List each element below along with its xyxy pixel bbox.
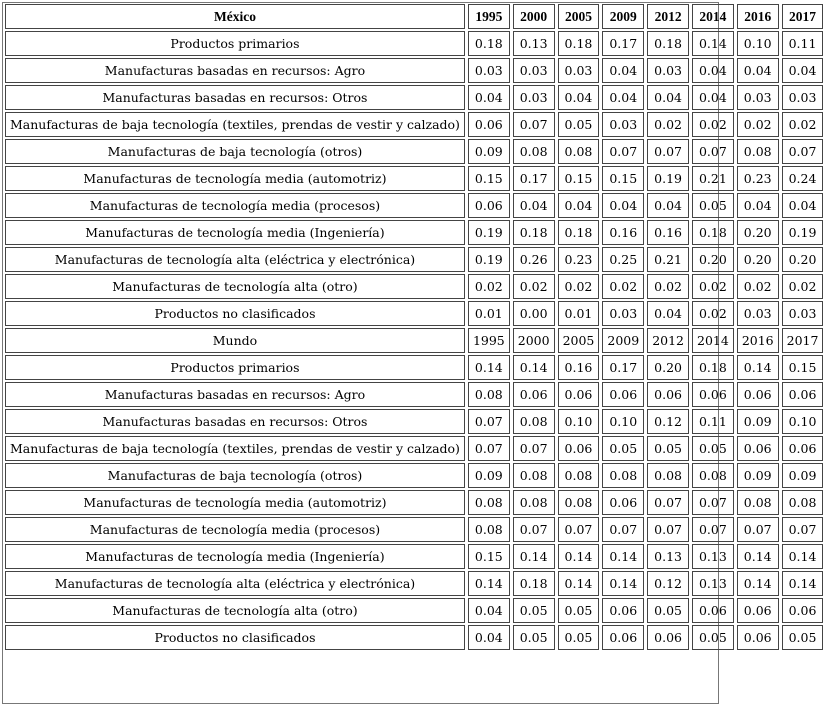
value-cell: 0.08 [558,490,600,515]
value-cell: 0.12 [647,409,689,434]
category-label: Manufacturas de baja tecnología (otros) [5,139,465,164]
value-cell: 0.05 [647,436,689,461]
value-cell: 0.04 [602,193,644,218]
value-cell: 0.14 [513,355,555,380]
value-cell: 0.15 [602,166,644,191]
value-cell: 0.07 [468,436,510,461]
value-cell: 0.04 [513,193,555,218]
value-cell: 0.11 [692,409,734,434]
category-label: Manufacturas de tecnología media (procesos) [5,517,465,542]
value-cell: 0.14 [558,544,600,569]
year-cell: 1995 [468,328,510,353]
value-cell: 0.04 [468,85,510,110]
table-row [5,301,823,326]
value-cell: 0.03 [602,301,644,326]
value-cell: 0.20 [737,220,779,245]
value-cell: 0.04 [737,193,779,218]
value-cell: 0.02 [737,274,779,299]
year-header: 2000 [513,4,555,29]
value-cell: 0.14 [782,571,824,596]
value-cell: 0.24 [782,166,824,191]
value-cell: 0.01 [558,301,600,326]
value-cell: 0.15 [468,166,510,191]
value-cell: 0.08 [558,463,600,488]
value-cell: 0.13 [513,31,555,56]
value-cell: 0.14 [602,544,644,569]
value-cell: 0.05 [692,436,734,461]
value-cell: 0.04 [558,85,600,110]
value-cell: 0.16 [558,355,600,380]
value-cell: 0.06 [737,436,779,461]
year-header: 2014 [692,4,734,29]
category-label: Manufacturas de baja tecnología (otros) [5,463,465,488]
value-cell: 0.18 [692,355,734,380]
table-row [5,31,823,56]
value-cell: 0.07 [692,517,734,542]
value-cell: 0.09 [737,409,779,434]
value-cell: 0.15 [782,355,824,380]
category-label: Manufacturas de tecnología media (Ingeniería) [5,220,465,245]
category-label: Productos primarios [5,355,465,380]
value-cell: 0.25 [602,247,644,272]
table-row [5,490,823,515]
table-row [5,166,823,191]
value-cell: 0.07 [468,409,510,434]
value-cell: 0.05 [558,598,600,623]
value-cell: 0.07 [513,517,555,542]
value-cell: 0.04 [782,58,824,83]
category-label: Manufacturas basadas en recursos: Otros [5,409,465,434]
value-cell: 0.09 [782,463,824,488]
value-cell: 0.07 [737,517,779,542]
value-cell: 0.18 [692,220,734,245]
value-cell: 0.20 [647,355,689,380]
table-row [5,85,823,110]
value-cell: 0.06 [602,598,644,623]
table-row [5,517,823,542]
table-row [5,598,823,623]
value-cell: 0.08 [602,463,644,488]
value-cell: 0.06 [468,193,510,218]
value-cell: 0.05 [602,436,644,461]
value-cell: 0.05 [513,598,555,623]
value-cell: 0.21 [692,166,734,191]
value-cell: 0.03 [782,301,824,326]
value-cell: 0.03 [737,85,779,110]
value-cell: 0.02 [692,274,734,299]
category-label: Manufacturas de tecnología alta (eléctrica y electrónica) [5,571,465,596]
value-cell: 0.05 [558,625,600,650]
value-cell: 0.08 [782,490,824,515]
value-cell: 0.07 [602,517,644,542]
value-cell: 0.08 [692,463,734,488]
table-row [5,193,823,218]
value-cell: 0.06 [558,436,600,461]
category-label: Productos no clasificados [5,301,465,326]
section-title-mexico: México [5,4,465,29]
value-cell: 0.14 [737,544,779,569]
value-cell: 0.20 [737,247,779,272]
value-cell: 0.08 [513,463,555,488]
year-header: 2009 [602,4,644,29]
category-label: Productos primarios [5,31,465,56]
value-cell: 0.14 [782,544,824,569]
value-cell: 0.04 [692,58,734,83]
value-cell: 0.02 [513,274,555,299]
table-row [5,625,823,650]
value-cell: 0.04 [468,625,510,650]
category-label: Manufacturas de tecnología alta (eléctrica y electrónica) [5,247,465,272]
value-cell: 0.02 [602,274,644,299]
header-row-mexico [5,4,823,29]
value-cell: 0.11 [782,31,824,56]
value-cell: 0.06 [647,625,689,650]
value-cell: 0.17 [602,31,644,56]
value-cell: 0.03 [468,58,510,83]
table-row [5,355,823,380]
table-row [5,436,823,461]
value-cell: 0.05 [647,598,689,623]
value-cell: 0.05 [782,625,824,650]
value-cell: 0.02 [692,112,734,137]
value-cell: 0.08 [513,409,555,434]
value-cell: 0.18 [558,31,600,56]
value-cell: 0.19 [468,247,510,272]
value-cell: 0.04 [647,85,689,110]
value-cell: 0.04 [602,58,644,83]
category-label: Manufacturas de baja tecnología (textiles, prendas de vestir y calzado) [5,112,465,137]
value-cell: 0.13 [692,571,734,596]
value-cell: 0.19 [647,166,689,191]
value-cell: 0.04 [647,193,689,218]
table-row [5,139,823,164]
value-cell: 0.07 [647,517,689,542]
table-row [5,112,823,137]
value-cell: 0.10 [558,409,600,434]
value-cell: 0.07 [602,139,644,164]
value-cell: 0.04 [647,301,689,326]
value-cell: 0.09 [468,463,510,488]
value-cell: 0.06 [737,598,779,623]
value-cell: 0.02 [558,274,600,299]
value-cell: 0.03 [602,112,644,137]
value-cell: 0.06 [602,382,644,407]
value-cell: 0.09 [737,463,779,488]
year-header: 1995 [468,4,510,29]
value-cell: 0.06 [692,598,734,623]
table-row [5,274,823,299]
value-cell: 0.02 [468,274,510,299]
year-cell: 2000 [513,328,555,353]
value-cell: 0.05 [692,625,734,650]
value-cell: 0.06 [602,625,644,650]
value-cell: 0.20 [692,247,734,272]
year-header: 2005 [558,4,600,29]
year-cell: 2017 [782,328,824,353]
category-label: Manufacturas basadas en recursos: Agro [5,382,465,407]
section-title-mundo: Mundo [5,328,465,353]
value-cell: 0.15 [468,544,510,569]
value-cell: 0.06 [782,382,824,407]
category-label: Manufacturas de tecnología media (Ingeniería) [5,544,465,569]
value-cell: 0.02 [782,112,824,137]
value-cell: 0.01 [468,301,510,326]
year-cell: 2012 [647,328,689,353]
value-cell: 0.06 [782,598,824,623]
value-cell: 0.03 [513,85,555,110]
value-cell: 0.04 [558,193,600,218]
value-cell: 0.10 [602,409,644,434]
year-header: 2017 [782,4,824,29]
value-cell: 0.03 [558,58,600,83]
value-cell: 0.07 [558,517,600,542]
value-cell: 0.06 [602,490,644,515]
category-label: Manufacturas de baja tecnología (textiles, prendas de vestir y calzado) [5,436,465,461]
table-body [5,4,823,650]
value-cell: 0.08 [468,382,510,407]
value-cell: 0.14 [513,544,555,569]
year-cell: 2016 [737,328,779,353]
value-cell: 0.12 [647,571,689,596]
value-cell: 0.18 [513,220,555,245]
year-cell: 2005 [558,328,600,353]
value-cell: 0.08 [468,490,510,515]
value-cell: 0.02 [647,274,689,299]
value-cell: 0.02 [692,301,734,326]
export-structure-table [2,2,826,652]
value-cell: 0.04 [468,598,510,623]
value-cell: 0.26 [513,247,555,272]
value-cell: 0.14 [558,571,600,596]
value-cell: 0.18 [558,220,600,245]
value-cell: 0.06 [558,382,600,407]
value-cell: 0.03 [647,58,689,83]
value-cell: 0.17 [602,355,644,380]
value-cell: 0.07 [647,490,689,515]
category-label: Manufacturas de tecnología media (automotriz) [5,490,465,515]
year-header: 2012 [647,4,689,29]
value-cell: 0.13 [647,544,689,569]
value-cell: 0.16 [647,220,689,245]
value-cell: 0.06 [468,112,510,137]
value-cell: 0.06 [737,382,779,407]
value-cell: 0.07 [513,112,555,137]
value-cell: 0.08 [737,139,779,164]
value-cell: 0.06 [513,382,555,407]
category-label: Manufacturas de tecnología alta (otro) [5,274,465,299]
value-cell: 0.02 [737,112,779,137]
value-cell: 0.05 [692,193,734,218]
value-cell: 0.07 [782,517,824,542]
value-cell: 0.21 [647,247,689,272]
table-row [5,220,823,245]
value-cell: 0.07 [692,490,734,515]
table-row [5,382,823,407]
value-cell: 0.23 [558,247,600,272]
value-cell: 0.19 [468,220,510,245]
value-cell: 0.04 [692,85,734,110]
value-cell: 0.02 [782,274,824,299]
header-row-mundo [5,328,823,353]
value-cell: 0.06 [647,382,689,407]
value-cell: 0.14 [602,571,644,596]
value-cell: 0.10 [737,31,779,56]
table-row [5,544,823,569]
value-cell: 0.10 [782,409,824,434]
value-cell: 0.14 [468,571,510,596]
value-cell: 0.14 [468,355,510,380]
table-row [5,58,823,83]
value-cell: 0.23 [737,166,779,191]
category-label: Manufacturas de tecnología media (procesos) [5,193,465,218]
value-cell: 0.07 [692,139,734,164]
value-cell: 0.08 [558,139,600,164]
year-cell: 2009 [602,328,644,353]
value-cell: 0.15 [558,166,600,191]
value-cell: 0.04 [782,193,824,218]
value-cell: 0.03 [782,85,824,110]
year-header: 2016 [737,4,779,29]
table-row [5,571,823,596]
value-cell: 0.04 [602,85,644,110]
category-label: Manufacturas de tecnología alta (otro) [5,598,465,623]
value-cell: 0.14 [737,355,779,380]
value-cell: 0.08 [647,463,689,488]
category-label: Productos no clasificados [5,625,465,650]
table-row [5,463,823,488]
value-cell: 0.07 [513,436,555,461]
year-cell: 2014 [692,328,734,353]
value-cell: 0.20 [782,247,824,272]
table-row [5,409,823,434]
table-row [5,247,823,272]
value-cell: 0.14 [692,31,734,56]
value-cell: 0.06 [782,436,824,461]
value-cell: 0.19 [782,220,824,245]
category-label: Manufacturas basadas en recursos: Agro [5,58,465,83]
value-cell: 0.05 [558,112,600,137]
value-cell: 0.18 [647,31,689,56]
value-cell: 0.14 [737,571,779,596]
value-cell: 0.05 [513,625,555,650]
value-cell: 0.18 [468,31,510,56]
value-cell: 0.16 [602,220,644,245]
value-cell: 0.08 [513,490,555,515]
value-cell: 0.06 [737,625,779,650]
value-cell: 0.08 [513,139,555,164]
value-cell: 0.13 [692,544,734,569]
value-cell: 0.07 [647,139,689,164]
value-cell: 0.17 [513,166,555,191]
value-cell: 0.06 [692,382,734,407]
value-cell: 0.00 [513,301,555,326]
category-label: Manufacturas basadas en recursos: Otros [5,85,465,110]
category-label: Manufacturas de tecnología media (automotriz) [5,166,465,191]
value-cell: 0.09 [468,139,510,164]
value-cell: 0.02 [647,112,689,137]
value-cell: 0.18 [513,571,555,596]
value-cell: 0.08 [468,517,510,542]
value-cell: 0.03 [513,58,555,83]
value-cell: 0.08 [737,490,779,515]
value-cell: 0.04 [737,58,779,83]
value-cell: 0.07 [782,139,824,164]
value-cell: 0.03 [737,301,779,326]
